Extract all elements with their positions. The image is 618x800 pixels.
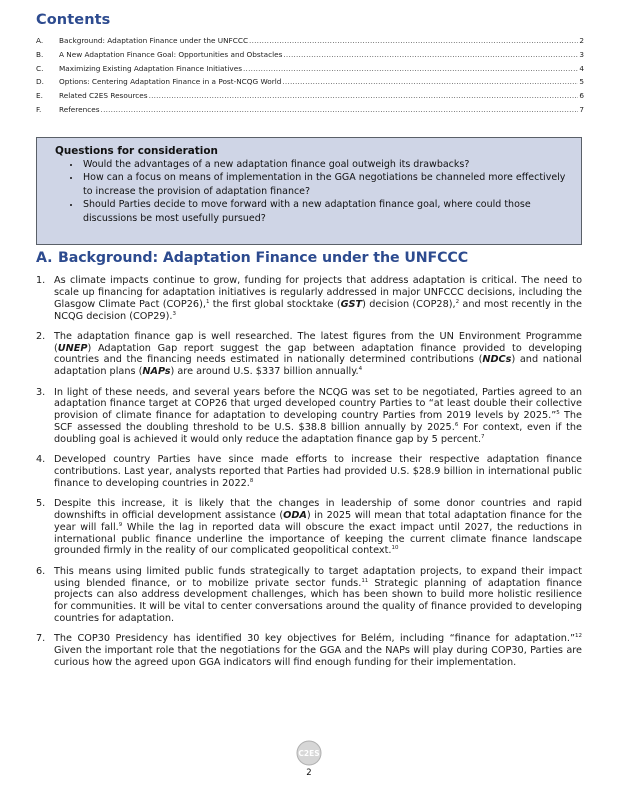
toc-leader-dots	[249, 36, 578, 45]
paragraph-number: 4.	[36, 454, 46, 466]
paragraph-text: ) are around U.S. $337 billion annually.	[170, 366, 359, 378]
toc-entry-title: Options: Centering Adaptation Finance in a Post-NCQG World	[59, 77, 282, 87]
questions-list	[55, 158, 569, 225]
paragraph-text: Strategic planning of adaptation finance projects can also address development challenges, which has been shown to build more holistic resilience for communities. It will be vital to center conversations around the quality of finance provided to developing countries for adaptation.	[54, 577, 582, 625]
toc-entry-letter: F.	[36, 104, 42, 114]
paragraph-text: The adaptation finance gap is well researched. The latest figures from the UN Environment Programme (	[54, 330, 582, 354]
paragraph-text: Developed country Parties have since made efforts to increase their respective adaptation finance contributions. Last year, analysts reported that Parties had provided U.S. $28.9 billion in international public finance to developing countries in 2022.	[54, 454, 582, 489]
numbered-paragraphs	[36, 275, 582, 677]
toc-entry[interactable]	[36, 50, 584, 64]
toc-entry-letter: B.	[36, 49, 44, 59]
footnote-ref[interactable]: 6	[454, 421, 459, 428]
toc-entry-letter: C.	[36, 63, 44, 73]
toc-entry-page: 3	[579, 49, 584, 59]
acronym: NDCs	[482, 354, 512, 366]
question-item: • Would the advantages of a new adaptation finance goal outweigh its drawbacks?	[81, 158, 569, 171]
paragraph-number: 7.	[36, 633, 46, 645]
toc-entry[interactable]	[36, 36, 584, 50]
paragraph-1	[36, 275, 582, 322]
footnote-ref[interactable]: 5	[556, 409, 560, 416]
toc-entry-title: References	[59, 104, 100, 114]
paragraph-text: the first global stocktake (	[209, 298, 341, 310]
footnote-ref[interactable]: 2	[455, 298, 460, 305]
paragraph-number: 2.	[36, 330, 46, 342]
toc-entry[interactable]	[36, 105, 584, 119]
paragraph-2	[36, 331, 582, 378]
paragraph-text: ) Adaptation Gap report suggest the gap between adaptation finance provided to developing countries and the financing needs estimated in nationally determined contributions (	[54, 342, 582, 366]
section-heading	[36, 250, 468, 266]
toc-heading: Contents	[36, 12, 111, 28]
toc-leader-dots	[243, 64, 578, 73]
toc-entry-letter: E.	[36, 91, 43, 101]
toc-entry-letter: A.	[36, 36, 44, 45]
paragraph-text: For context, even if the doubling goal is achieved it would only reduce the adaptation finance gap by 5 percent.	[54, 422, 582, 445]
paragraph-3	[36, 387, 582, 446]
toc-entry-page: 5	[579, 77, 584, 87]
footnote-ref[interactable]: 10	[391, 545, 399, 552]
toc-entry-page: 7	[579, 104, 584, 114]
page-number: 2	[306, 768, 312, 778]
questions-heading: Questions for consideration	[55, 145, 218, 157]
toc-entry[interactable]	[36, 77, 584, 91]
toc-entry[interactable]	[36, 91, 584, 105]
paragraph-4	[36, 454, 582, 490]
toc-entry-letter: D.	[36, 77, 44, 87]
toc-leader-dots	[101, 105, 579, 114]
toc-entry-page: 6	[579, 91, 584, 101]
paragraph-number: 5.	[36, 498, 46, 510]
paragraph-6	[36, 566, 582, 625]
logo-text: C2ES	[298, 749, 320, 758]
toc-entry-title: Background: Adaptation Finance under the UNFCCC	[59, 36, 249, 45]
paragraph-text: This means using limited public funds strategically to target adaptation projects, to expand their impact using blended finance, or to mobilize private sector funds.	[54, 565, 582, 589]
section-title: Background: Adaptation Finance under the UNFCCC	[58, 250, 469, 266]
footnote-ref[interactable]: 7	[481, 433, 485, 440]
footnote-ref[interactable]: 8	[249, 477, 254, 484]
questions-box	[36, 137, 582, 245]
toc-leader-dots	[283, 50, 578, 59]
toc-leader-dots	[149, 91, 579, 100]
paragraph-number: 6.	[36, 565, 46, 577]
paragraph-text: ) and national adaptation plans (	[54, 354, 583, 378]
acronym: ODA	[283, 509, 307, 521]
c2es-logo-icon	[296, 740, 322, 766]
question-item: • How can a focus on means of implementation in the GGA negotiations be channeled more effectively to increase the provision of adaptation finance?	[81, 171, 569, 198]
question-item: • Should Parties decide to move forward with a new adaptation finance goal, where could those discussions be most usefully pursued?	[81, 198, 569, 225]
footnote-ref[interactable]: 3	[172, 310, 176, 317]
acronym: GST	[340, 298, 363, 310]
table-of-contents	[36, 36, 584, 119]
footnote-ref[interactable]: 9	[118, 521, 123, 528]
paragraph-text: Despite this increase, it is likely that the changes in leadership of some donor countries and rapid downshifts in official development assistance (	[54, 498, 582, 521]
paragraph-text: While the lag in reported data will obscure the exact impact until 2027, the reductions in international public finance underline the importance of keeping the current climate finance landscape grounded firmly in the reality of our complicated geopolitical context.	[54, 521, 582, 557]
paragraph-number: 3.	[36, 386, 46, 398]
paragraph-text: ) decision (COP28),	[362, 298, 456, 310]
paragraph-7	[36, 633, 582, 669]
paragraph-text: In light of these needs, and several years before the NCQG was set to be negotiated, Parties agreed to an adaptation finance target at COP26 that urged developed country Parties to “at least double their collective provision of climate finance for adaptation to developing country Parties from 2019 levels by 2025.”	[54, 386, 582, 422]
toc-entry-page: 4	[579, 63, 584, 73]
paragraph-5	[36, 498, 582, 557]
paragraph-text: and most recently in the NCQG decision (COP29).	[54, 298, 582, 322]
footnote-ref[interactable]: 11	[361, 577, 369, 584]
toc-entry-title: A New Adaptation Finance Goal: Opportunities and Obstacles	[59, 49, 283, 59]
paragraph-text: Given the important role that the negotiations for the GGA and the NAPs will play during COP30, Parties are curious how the agreed upon GGA indicators will find enough funding for their implementation.	[54, 645, 582, 668]
paragraph-text: ) in 2025 will mean that total adaptation finance for the year will fall.	[54, 509, 583, 533]
paragraph-text: The SCF assessed the doubling threshold to be U.S. $38.8 billion annually by 2025.	[54, 410, 582, 434]
toc-entry-title: Related C2ES Resources	[59, 91, 148, 101]
footnote-ref[interactable]: 4	[358, 366, 363, 373]
toc-entry[interactable]	[36, 64, 584, 78]
toc-entry-title: Maximizing Existing Adaptation Finance Initiatives	[59, 63, 243, 73]
footnote-ref[interactable]: 12	[575, 633, 582, 640]
paragraph-text: The COP30 Presidency has identified 30 key objectives for Belém, including “finance for adaptation.”	[54, 633, 575, 645]
acronym: NAPs	[142, 366, 171, 378]
paragraph-number: 1.	[36, 275, 46, 286]
toc-entry-page: 2	[579, 36, 584, 45]
paragraph-text: As climate impacts continue to grow, funding for projects that address adaptation is critical. The need to scale up financing for adaptation initiatives is regularly addressed in major UNFCCC decisions, including the Glasgow Climate Pact (COP26),	[54, 275, 582, 310]
footnote-ref[interactable]: 1	[205, 298, 210, 305]
acronym: UNEP	[57, 342, 88, 354]
toc-leader-dots	[282, 77, 578, 86]
section-letter: A.	[36, 250, 53, 266]
